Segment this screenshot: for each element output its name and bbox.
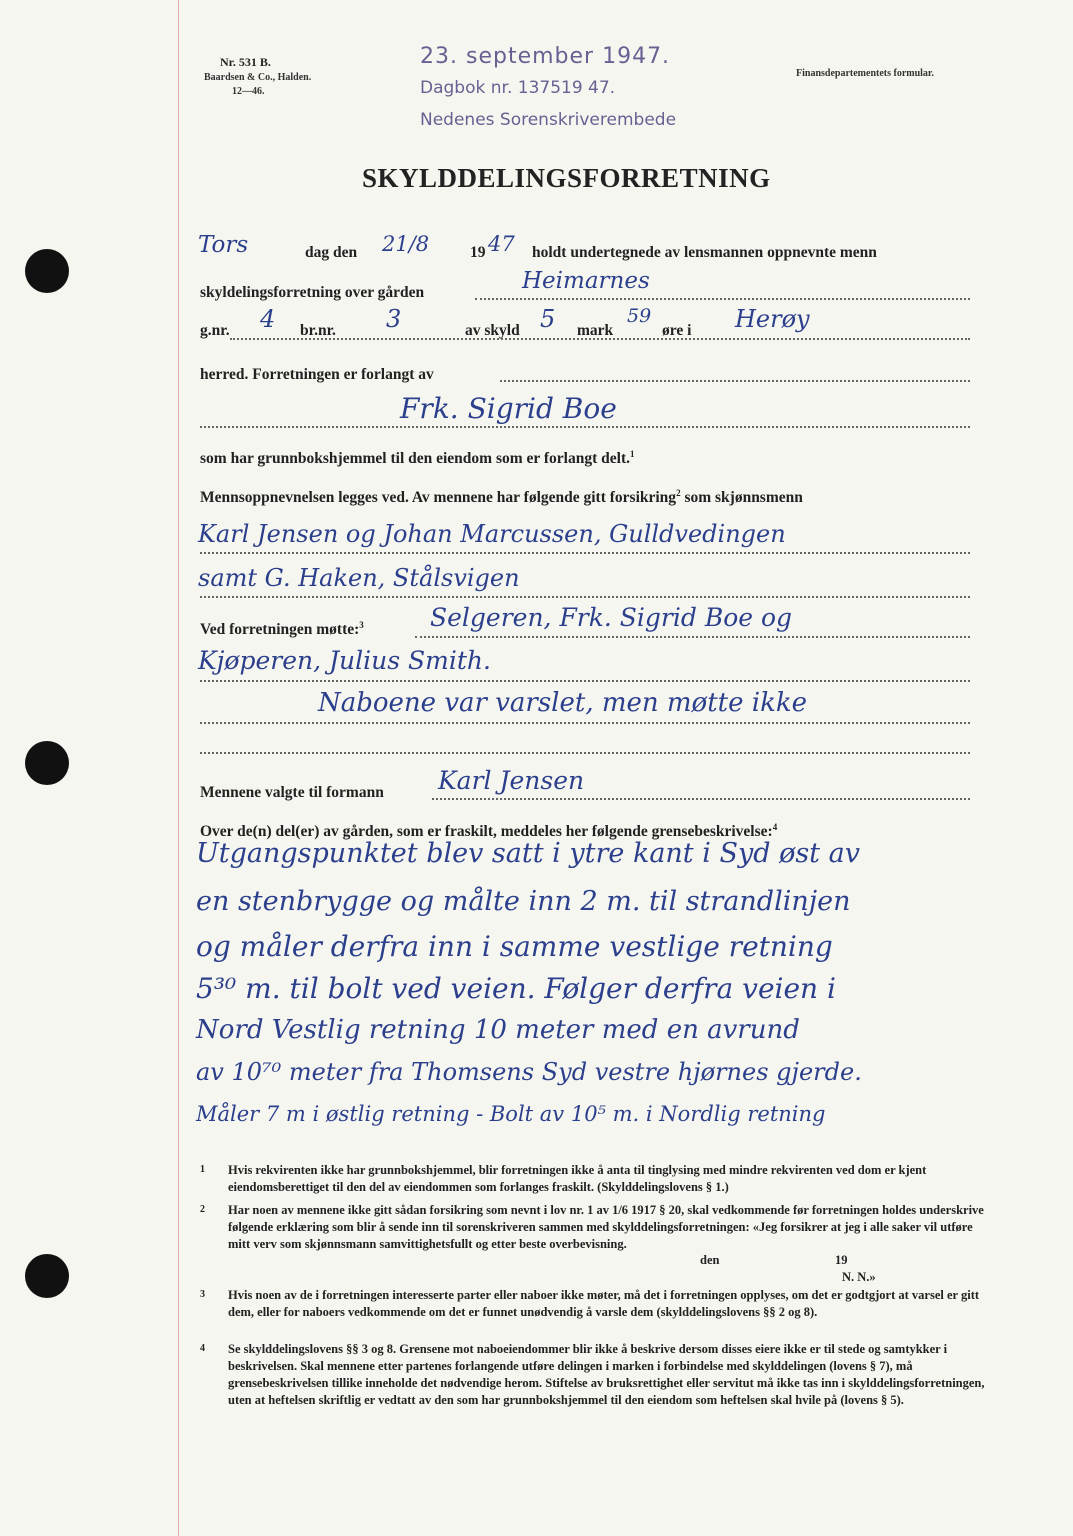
footnote-3: Hvis noen av de i forretningen interesserte parter eller naboer ikke møter, må det i forretningen opplyses, om det er godtgjort at varsel er gitt dem, eller for naboers vedkommende om det er funnet unødvendig å varsle dem (skylddelingslovens §§ 2 og 8). xyxy=(228,1288,980,1319)
line7-text-a: Mennsoppnevnelsen legges ved. Av mennene har følgende gitt forsikring xyxy=(200,489,677,507)
hw-present-line2: Kjøperen, Julius Smith. xyxy=(198,646,491,675)
line9-text: Ved forretningen møtte: xyxy=(200,621,360,639)
margin-rule xyxy=(178,0,179,1536)
hw-farm: Heimarnes xyxy=(522,268,650,294)
skyld-label: av skyld xyxy=(465,322,520,339)
stamp-journal xyxy=(420,78,615,98)
men-dotted-2 xyxy=(200,596,970,598)
chairman-dotted xyxy=(432,798,970,800)
gnr-label: g.nr. xyxy=(200,322,230,339)
footnote-ref-3: 3 xyxy=(359,620,364,630)
ministry-form: Finansdepartementets formular. xyxy=(796,68,934,79)
footnote-1-number: 1 xyxy=(200,1164,205,1175)
ore-label: øre i xyxy=(662,322,692,339)
line1-year-prefix: 19 xyxy=(470,244,486,261)
line7-text-b: som skjønnsmenn xyxy=(684,489,803,507)
punch-hole-middle xyxy=(25,741,69,785)
footnote-2-year: 19 xyxy=(835,1253,848,1267)
present-dotted-4 xyxy=(200,752,970,754)
line1-label: dag den xyxy=(305,244,358,261)
hw-date: 21/8 xyxy=(382,232,430,256)
hw-desc-6: av 10⁷⁰ meter fra Thomsens Syd vestre hjørnes gjerde. xyxy=(196,1058,862,1086)
stamp-journal-year: 19 47. xyxy=(561,78,616,98)
punch-hole-bottom xyxy=(25,1254,69,1298)
printer-name: Baardsen & Co., Halden. xyxy=(204,72,312,83)
line4-dotted xyxy=(500,380,970,382)
footnote-ref-1: 1 xyxy=(629,449,635,459)
line2-label: skyldelingsforretning over gården xyxy=(200,284,425,301)
line14-text: Over de(n) del(er) av gården, som er fraskilt, meddeles her følgende grensebeskrivelse: xyxy=(200,823,773,841)
footnote-2-den: den xyxy=(700,1253,720,1267)
punch-hole-top xyxy=(25,249,69,293)
brnr-label: br.nr. xyxy=(300,322,336,339)
hw-desc-7: Måler 7 m i østlig retning - Bolt av 10⁵ m. i Nordlig retning xyxy=(196,1102,826,1126)
line4-label: herred. Forretningen er forlangt av xyxy=(200,366,434,383)
footnote-1: Hvis rekvirenten ikke har grunnbokshjemmel, blir forretningen ikke å anta til tinglysing med mindre rekvirenten ved dom er kjent eiendomsberettiget til den del av eiendommen som forlanges fraskilt. (Skylddelingslovens § 1.) xyxy=(228,1163,927,1194)
hw-desc-2: en stenbrygge og målte inn 2 m. til strandlinjen xyxy=(196,886,851,917)
hw-gnr: 4 xyxy=(260,305,276,333)
men-dotted-1 xyxy=(200,552,970,554)
line9-label xyxy=(200,620,364,639)
present-dotted-1 xyxy=(415,636,970,638)
hw-brnr: 3 xyxy=(386,305,402,333)
line1-rest: holdt undertegnede av lensmannen oppnevnte menn xyxy=(532,244,877,261)
hw-ore: 59 xyxy=(627,305,652,327)
hw-present-line1: Selgeren, Frk. Sigrid Boe og xyxy=(430,603,793,632)
hw-desc-4: 5³⁰ m. til bolt ved veien. Følger derfra veien i xyxy=(196,972,836,1005)
hw-chairman: Karl Jensen xyxy=(438,766,585,795)
present-dotted-3 xyxy=(200,722,970,724)
footnote-ref-2: 2 xyxy=(676,488,681,498)
hw-men-line1: Karl Jensen og Johan Marcussen, Gulldvedingen xyxy=(198,520,786,548)
hw-weekday: Tors xyxy=(198,232,249,258)
mark-label: mark xyxy=(577,322,614,339)
document-title: SKYLDDELINGSFORRETNING xyxy=(362,163,771,193)
hw-desc-1: Utgangspunktet blev satt i ytre kant i Syd øst av xyxy=(196,838,860,869)
footnote-ref-4: 4 xyxy=(772,822,778,832)
hw-present-line3: Naboene var varslet, men møtte ikke xyxy=(318,688,807,718)
hw-herred: Herøy xyxy=(735,305,810,333)
present-dotted-2 xyxy=(200,680,970,682)
line7-label xyxy=(200,488,803,507)
hw-desc-3: og måler derfra inn i samme vestlige retning xyxy=(196,930,833,963)
hw-desc-5: Nord Vestlig retning 10 meter med en avrund xyxy=(196,1015,800,1045)
line6-text: som har grunnbokshjemmel til den eiendom som er forlangt delt. xyxy=(200,450,630,468)
line6-label xyxy=(200,449,634,468)
print-date: 12—46. xyxy=(232,86,265,97)
stamp-office: Nedenes Sorenskriverembede xyxy=(420,110,677,130)
line3-dotted xyxy=(230,338,970,340)
footnote-4: Se skylddelingslovens §§ 3 og 8. Grensene mot naboeiendommer blir ikke å beskrive dersom disses eiere ikke er til stede og samtykker i beskrivelsen. Skal mennene etter partenes forlangende utføre delingen i marken i forbindelse med skylddelingen (lovens § 7), må grensebeskrivelsen tillike inneholde det nødvendige herom. Stiftelse av bruksrettighet eller servitut må ikke tas inn i skylddelingsforretningen, uten at heftelsen skriftlig er vedtatt av den som har grunnbokshjemmel til den eiendom som heftelsen skal hvile på (lovens § 5). xyxy=(228,1342,985,1407)
footnote-2: Har noen av mennene ikke gitt sådan forsikring som nevnt i lov nr. 1 av 1/6 1917 § 20, skal vedkommende før forretningen holdes underskrive følgende erklæring som blir å sende inn til sorenskriveren sammen med skylddelingsforretningen: «Jeg forsikrer at jeg i alle saker vil utføre mitt verv som skjønnsmann samvittighetsfullt og etter beste overbevisning. xyxy=(228,1203,984,1251)
footnote-3-number: 3 xyxy=(200,1289,205,1300)
stamp-date: 23. september 1947. xyxy=(420,44,671,69)
footnote-4-number: 4 xyxy=(200,1343,205,1354)
hw-requester: Frk. Sigrid Boe xyxy=(400,392,617,425)
hw-skyld: 5 xyxy=(540,305,556,333)
form-number: Nr. 531 B. xyxy=(220,55,271,69)
line2-dotted xyxy=(475,298,970,300)
hw-men-line2: samt G. Haken, Stålsvigen xyxy=(198,564,520,592)
footnote-2-nn: N. N.» xyxy=(842,1270,876,1284)
footnote-2-number: 2 xyxy=(200,1204,205,1215)
stamp-journal-number: Dagbok nr. 1375 xyxy=(420,78,562,98)
line5-dotted xyxy=(200,426,970,428)
line13-label: Mennene valgte til formann xyxy=(200,784,384,801)
hw-year: 47 xyxy=(488,232,515,256)
